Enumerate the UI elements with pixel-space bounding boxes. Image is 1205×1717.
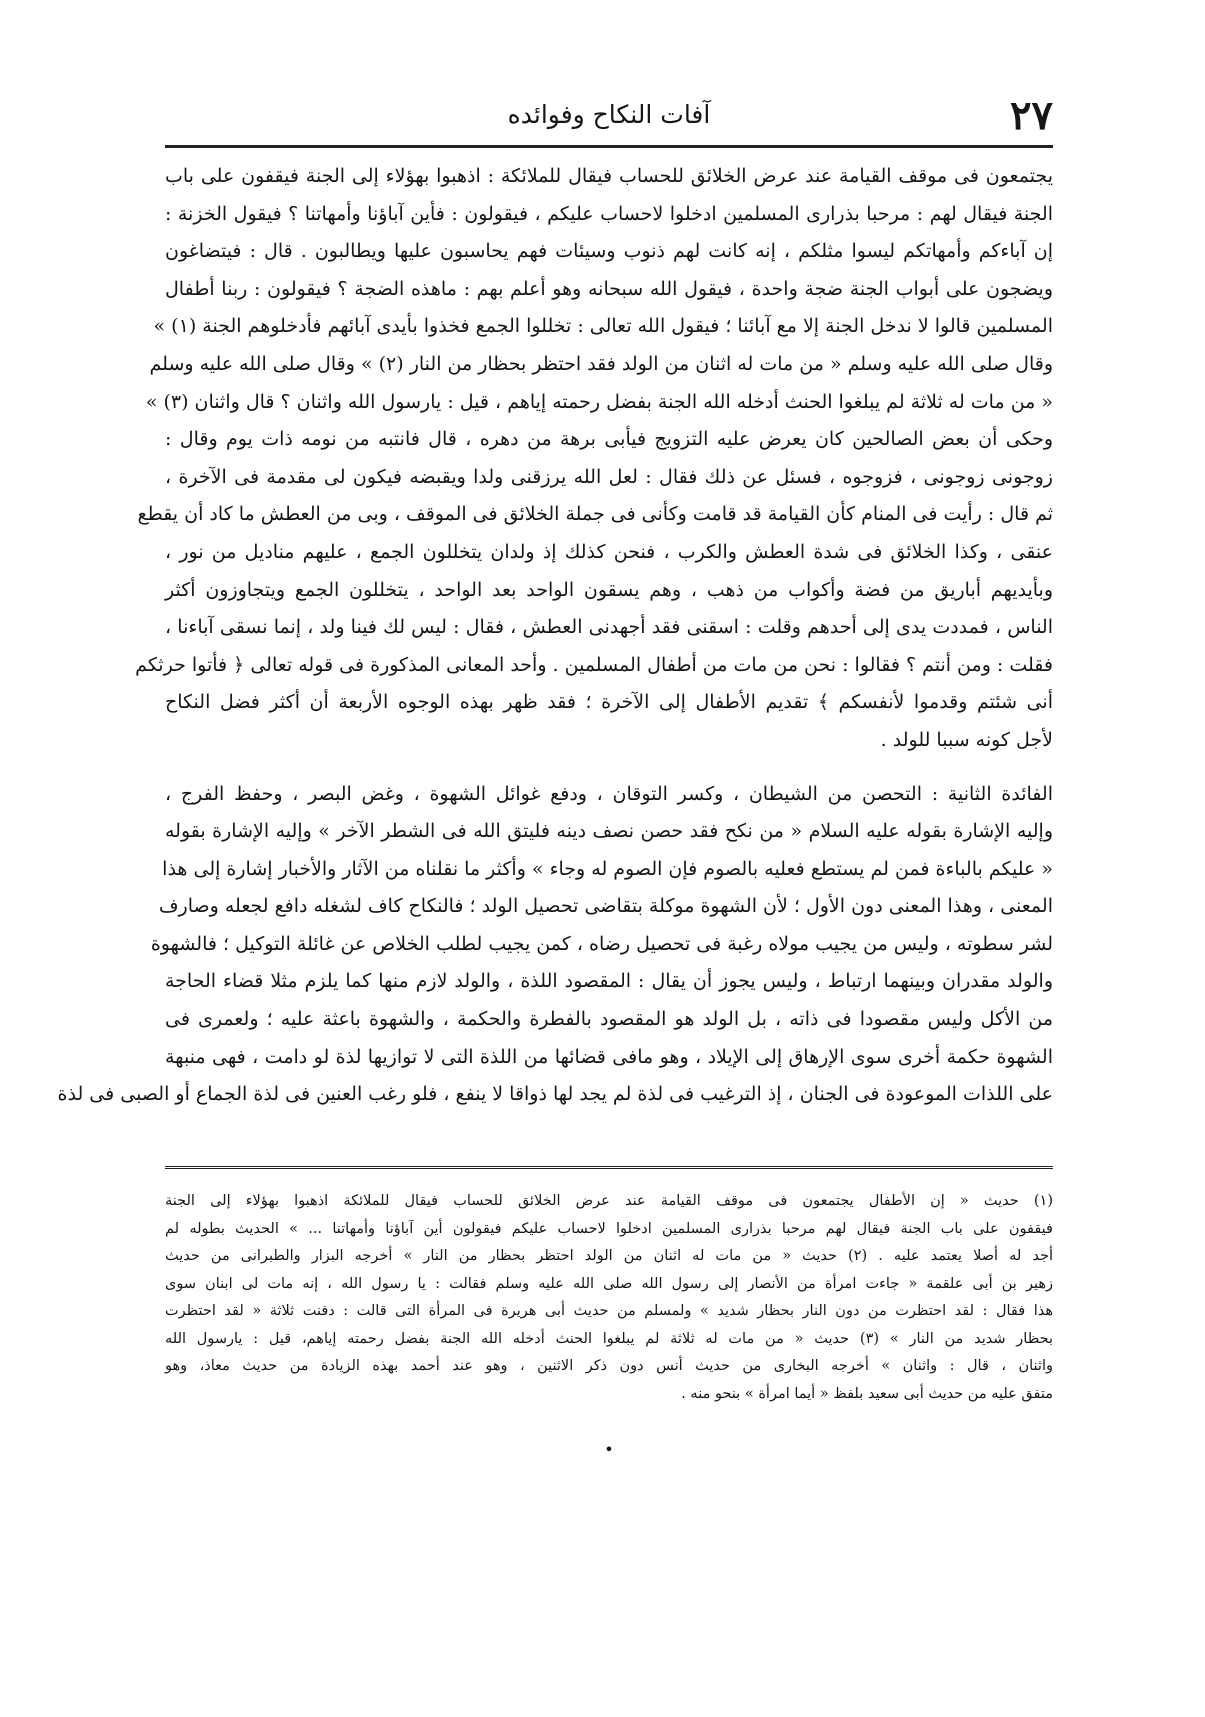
text-line: وبأيديهم أباريق من فضة وأكواب من ذهب ، وهم يسقون الواحد بعد الواحد ، يتخللون الجمع ويتجاوزون أكثر: [165, 578, 1053, 601]
running-title: آفات النكاح وفوائده: [507, 100, 711, 129]
text-line: وحكى أن بعض الصالحين كان يعرض عليه التزويج فيأبى برهة من دهره ، قال فانتبه من نومه ذات يوم وقال :: [165, 428, 1053, 451]
text-line: فقلت : ومن أنتم ؟ فقالوا : نحن من مات من أطفال المسلمين . وأحد المعانى المذكورة فى قوله تعالى ﴿ فأتوا حرثكم: [135, 653, 1053, 676]
text-line: الناس ، فمددت يدى إلى أحدهم وقلت : اسقنى فقد أجهدنى العطش ، فقال : ليس لك فينا ولد ، إنما نسقى آباءنا ،: [165, 616, 1053, 639]
footnote-line: هذا فقال : لقد احتظرت من دون النار بحظار شديد » ولمسلم من حديث أبى هريرة فى المرأة التى قالت : دفنت ثلاثة « لقد احتظرت: [165, 1303, 1053, 1319]
text-line: المسلمين قالوا لا ندخل الجنة إلا مع آبائنا ؛ فيقول الله تعالى : تخللوا الجمع فخذوا بأيدى آبائهم فأدخلوهم الجنة (١) »: [153, 315, 1053, 338]
footnote-line: (١) حديث « إن الأطفال يجتمعون فى موقف القيامة عند عرض الخلائق للحساب فيقال للملائكة اذهبوا بهؤلاء إلى الجنة: [165, 1193, 1053, 1209]
text-line: من الأكل وليس مقصودا فى ذاته ، بل الولد هو المقصود بالفطرة والحكمة ، والشهوة باعثة عليه ؛ ولعمرى فى: [165, 1008, 1053, 1031]
page-header: [165, 92, 1053, 140]
text-line: « عليكم بالباءة فمن لم يستطع فعليه بالصوم فإن الصوم له وجاء » وأكثر ما نقلناه من الآثار والأخبار إشارة إلى هذا: [162, 857, 1053, 880]
text-line: يجتمعون فى موقف القيامة عند عرض الخلائق للحساب فيقال للملائكة : اذهبوا بهؤلاء إلى الجنة فيقفون على باب: [165, 165, 1053, 187]
text-line: « من مات له ثلاثة لم يبلغوا الحنث أدخله الله الجنة بفضل رحمته إياهم ، قيل : يارسول الله واثنان ؟ قال واثنان (٣) »: [145, 390, 1053, 413]
paragraph-gap: [165, 760, 1053, 776]
text-line: الجنة فيقال لهم : مرحبا بذرارى المسلمين ادخلوا لاحساب عليكم ، فيقولون : فأين آباؤنا وأمهاتنا ؟ فيقول الخزنة :: [165, 202, 1053, 225]
text-line: الفائدة الثانية : التحصن من الشيطان ، وكسر التوقان ، ودفع غوائل الشهوة ، وغض البصر ، وحفظ الفرج ،: [165, 782, 1053, 805]
text-line: زوجونى زوجونى ، فزوجوه ، فسئل عن ذلك فقال : لعل الله يرزقنى ولدا ويقبضه فيكون لى مقدمة فى الآخرة ،: [165, 465, 1053, 488]
page-bottom-mark: •: [604, 1440, 614, 1459]
text-line: وإليه الإشارة بقوله عليه السلام « من نكح فقد حصن نصف دينه فليتق الله فى الشطر الآخر » وإليه الإشارة بقوله: [165, 820, 1053, 843]
book-page: [57, 92, 1053, 1686]
footnote-line: متفق عليه من حديث أبى سعيد بلفظ « أيما امرأة » بنحو منه .: [681, 1385, 1053, 1402]
footnote-line: زهير بن أبى علقمة « جاءت امرأة من الأنصار إلى رسول الله صلى الله عليه وسلم فقالت : يا رسول الله ، إنه مات لى ابنان سوى: [165, 1275, 1053, 1292]
page-number: ٢٧: [1010, 92, 1053, 139]
footnote-line: فيقفون على باب الجنة فيقال لهم مرحبا بذرارى المسلمين ادخلوا لاحساب عليكم فيقولون أين آباؤنا وأمهاتنا ... » الحديث بطوله لم: [165, 1220, 1053, 1237]
header-rule: [165, 145, 1053, 148]
text-line: المعنى ، وهذا المعنى دون الأول ؛ لأن الشهوة موكلة بتقاضى تحصيل الولد ؛ فالنكاح كاف لشغله دافع لجعله وصارف: [158, 895, 1053, 918]
text-line: لشر سطوته ، وليس من يجيب مولاه رغبة فى تحصيل رضاه ، كمن يجيب لطلب الخلاص عن غائلة التوكيل ؛ فالشهوة: [150, 932, 1053, 955]
text-line: عنقى ، وكذا الخلائق فى شدة العطش والكرب ، فنحن كذلك إذ ولدان يتخللون الجمع ، عليهم مناديل من نور ،: [165, 540, 1053, 563]
text-line: لأجل كونه سببا للولد .: [880, 728, 1053, 751]
main-text: [57, 158, 1053, 1114]
footnote-line: أجد له أصلا يعتمد عليه . (٢) حديث « من مات له اثنان من الولد احتظر بحظار من النار » أخرجه البزار والطبرانى من حديث: [165, 1248, 1053, 1264]
text-line: إن آباءكم وأمهاتكم ليسوا مثلكم ، إنه كانت لهم ذنوب وسيئات فهم يحاسبون عليها ويطالبون . قال : فيتضاغون: [165, 240, 1053, 263]
text-line: أنى شئتم وقدموا لأنفسكم ﴾ تقديم الأطفال إلى الآخرة ؛ فقد ظهر بهذه الوجوه الأربعة أن أكثر فضل النكاح: [165, 691, 1053, 714]
footnotes: [165, 1188, 1053, 1408]
text-line: ثم قال : رأيت فى المنام كأن القيامة قد قامت وكأنى فى جملة الخلائق فى الموقف ، وبى من العطش ما كاد أن يقطع: [137, 503, 1053, 526]
text-line: على اللذات الموعودة فى الجنان ، إذ الترغيب فى لذة لم يجد لها ذواقا لا ينفع ، فلو رغب العنين فى لذة الجماع أو الصبى فى لذة: [57, 1083, 1053, 1106]
footnote-separator: [165, 1166, 1053, 1172]
footnote-line: بحظار شديد من النار » (٣) حديث « من مات له ثلاثة لم يبلغوا الحنث أدخله الله الجنة بفضل رحمته إياهم، قيل : يارسول الله: [165, 1330, 1053, 1347]
text-line: وقال صلى الله عليه وسلم « من مات له اثنان من الولد فقد احتظر بحظار من النار (٢) » وقال صلى الله عليه وسلم: [149, 352, 1053, 375]
text-line: ويضجون على أبواب الجنة ضجة واحدة ، فيقول الله سبحانه وهو أعلم بهم : ماهذه الضجة ؟ فيقولون : ربنا أطفال: [165, 277, 1053, 300]
paragraph-1: [135, 158, 1053, 760]
text-line: والولد مقدران وبينهما ارتباط ، وليس يجوز أن يقال : المقصود اللذة ، والولد لازم منها كما يلزم مثلا قضاء الحاجة: [165, 970, 1053, 993]
paragraph-2: [57, 776, 1053, 1114]
text-line: الشهوة حكمة أخرى سوى الإرهاق إلى الإيلاد ، وهو مافى قضائها من اللذة التى لا توازيها لذة لو دامت ، فهى منبهة: [165, 1045, 1053, 1068]
footnote-line: واثنان ، قال : واثنان » أخرجه البخارى من حديث أنس دون ذكر الاثنين ، وهو عند أحمد بهذه الزيادة من حديث معاذ، وهو: [165, 1358, 1053, 1374]
